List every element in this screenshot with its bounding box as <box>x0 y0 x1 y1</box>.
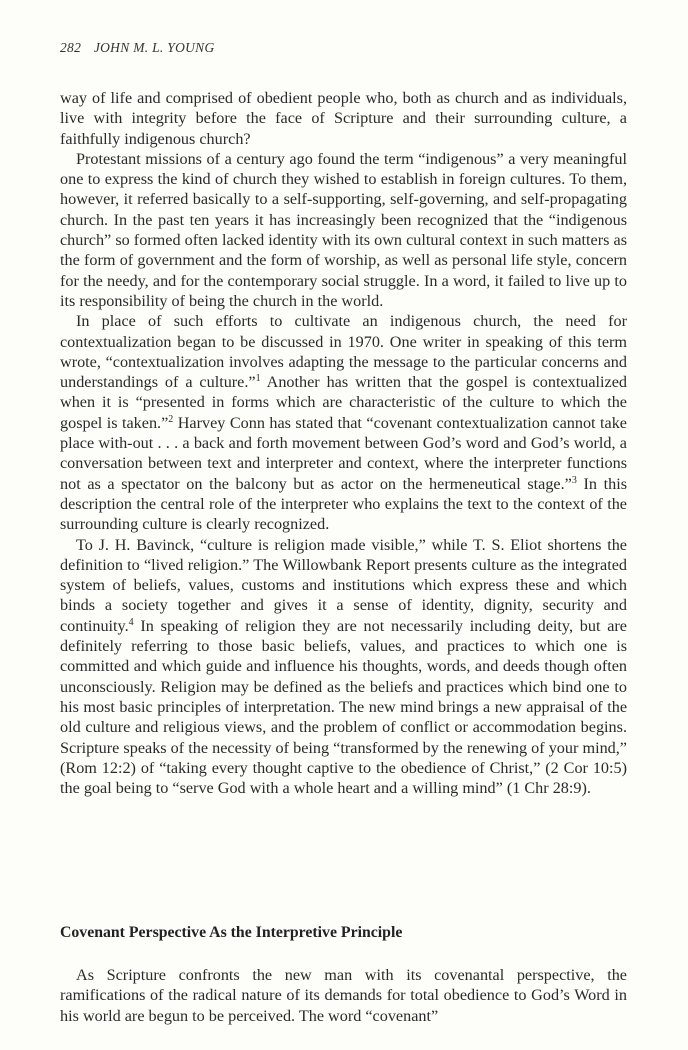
footnote-marker: 1 <box>255 373 261 385</box>
footnote-marker: 4 <box>128 616 134 628</box>
paragraph: As Scripture confronts the new man with its covenantal perspective, the ramifications of the radical nature of its demands for total obedience to God’s Word in his world are begun to be perceived. The word “covenant” <box>60 966 627 1025</box>
paragraph: way of life and comprised of obedient people who, both as church and as individuals, live with integrity before the face of Scripture and their surrounding culture, a faithfully indigenous church? <box>60 89 627 148</box>
running-head <box>60 40 215 56</box>
page-number: 282 <box>60 40 82 55</box>
section-body <box>60 965 627 1026</box>
footnote-marker: 3 <box>571 474 577 486</box>
body-text <box>60 88 627 798</box>
author-name: JOHN M. L. YOUNG <box>93 40 215 55</box>
footnote-marker: 2 <box>168 413 174 425</box>
paragraph: To J. H. Bavinck, “culture is religion made visible,” while T. S. Eliot shortens the definition to “lived religion.” The Willowbank Report presents culture as the integrated system of beliefs, values, customs and institutions which express these and which binds a society together and gives it a sense of identity, dignity, security and continuity.$^4$ In speaking of religion they are not necessarily including deity, but are definitely referring to those basic beliefs, values, and practices to which one is committed and which guide and influence his thoughts, words, and deeds though often unconsciously. Religion may be defined as the beliefs and practices which bind one to his most basic principles of interpretation. The new mind brings a new appraisal of the old culture and religious views, and the problem of conflict or accommodation begins. Scripture speaks of the necessity of being “transformed by the renewing of your mind,” (Rom 12:2) of “taking every thought captive to the obedience of Christ,” (2 Cor 10:5) the goal being to “serve God with a whole heart and a willing mind” (1 Chr 28:9). <box>60 535 627 798</box>
paragraph: In place of such efforts to cultivate an indigenous church, the need for contextualization began to be discussed in 1970. One writer in speaking of this term wrote, “contextualization involves adapting the message to the particular concerns and understandings of a culture.”$^1$ Another has written that the gospel is contextualized when it is “presented in forms which are characteristic of the culture to which the gospel is taken.”$^2$ Harvey Conn has stated that “covenant contextualization cannot take place with-out . . . a back and forth movement between God’s word and God’s world, a conversation between text and interpreter and context, where the interpreter functions not as a spectator on the balcony but as actor on the hermeneutical stage.”$^3$ In this description the central role of the interpreter who explains the text to the context of the surrounding culture is clearly recognized. <box>60 312 627 534</box>
paragraph: Protestant missions of a century ago found the term “indigenous” a very meaningful one to express the kind of church they wished to establish in foreign cultures. To them, however, it referred basically to a self-supporting, self-governing, and self-propagating church. In the past ten years it has increasingly been recognized that the “indigenous church” so formed often lacked identity with its own cultural context in such matters as the form of government and the form of worship, as well as personal life style, concern for the needy, and for the contemporary social struggle. In a word, it failed to live up to its responsibility of being the church in the world. <box>60 149 627 310</box>
section-heading: Covenant Perspective As the Interpretive Principle <box>60 924 403 941</box>
